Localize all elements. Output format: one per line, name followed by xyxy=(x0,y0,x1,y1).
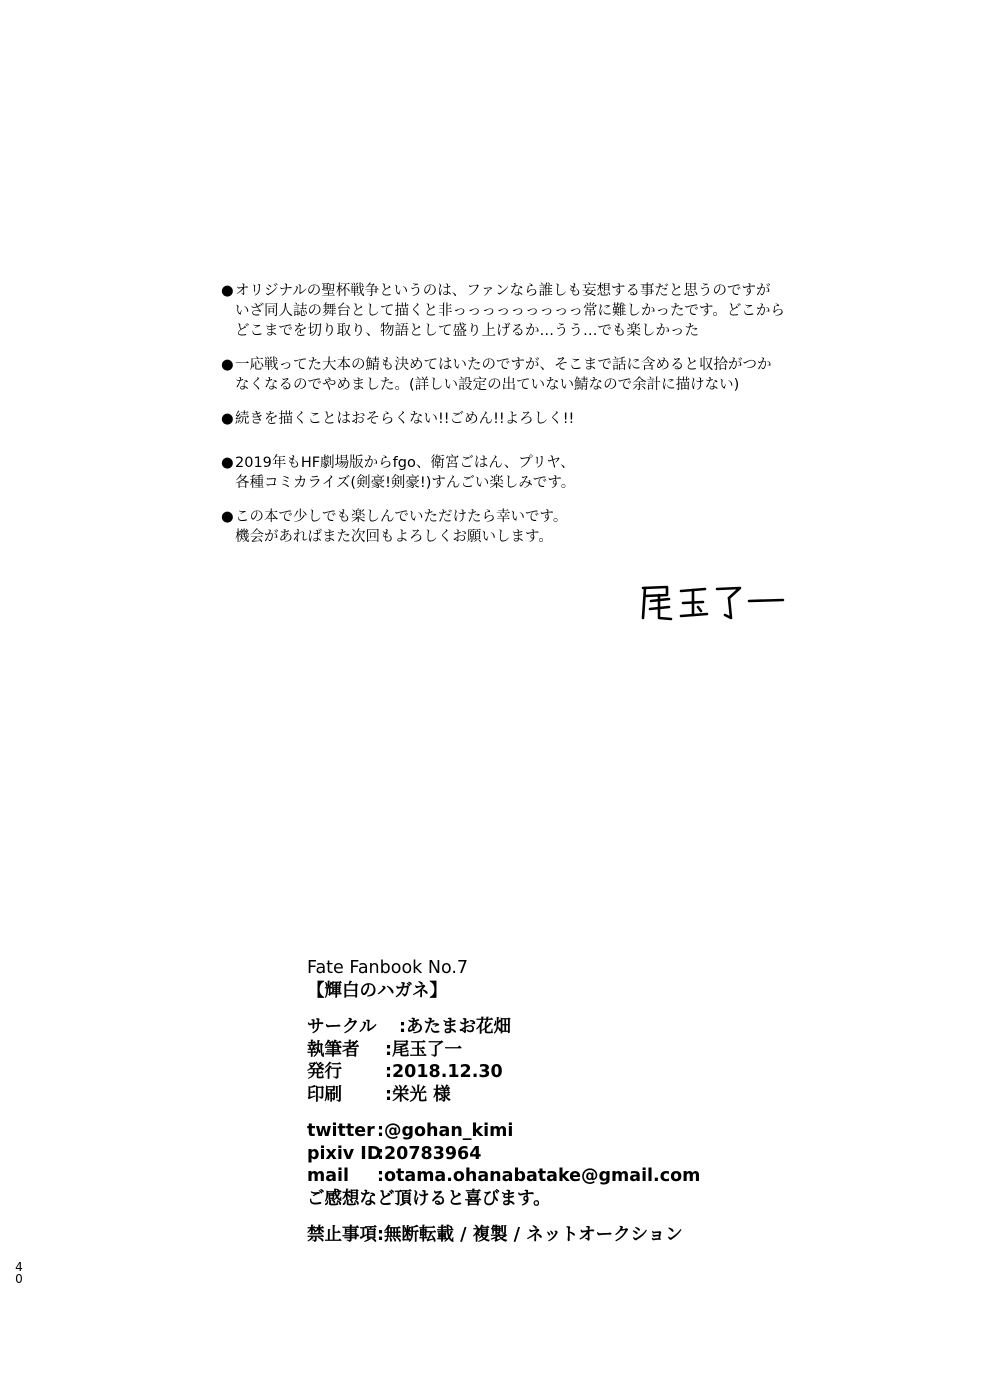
note-text: 続きを描くことはおそらくない!!ごめん!!よろしく!! xyxy=(235,411,575,427)
feedback-note: ご感想など頂けると喜びます。 xyxy=(307,1188,551,1209)
mail-value: :otama.ohanabatake@gmail.com xyxy=(377,1166,701,1186)
pixiv-value: :20783964 xyxy=(377,1143,482,1164)
twitter-label: twitter xyxy=(307,1121,375,1141)
mail-label: mail xyxy=(307,1166,350,1186)
note-text: この本で少しでも楽しんでいただけたら幸いです。 xyxy=(235,509,568,525)
printer-row xyxy=(307,1084,747,1107)
book-title-jp: 【輝白のハガネ】 xyxy=(307,980,447,1001)
prohibited-notice: 禁止事項:無断転載 / 複製 / ネットオークション xyxy=(307,1225,683,1245)
twitter-value: :@gohan_kimi xyxy=(377,1121,514,1141)
page-number-digit: 0 xyxy=(15,1272,23,1286)
note-text: 2019年もHF劇場版からfgo、衛宮ごはん、プリヤ、 xyxy=(235,455,575,471)
printer-value: :栄光 様 xyxy=(385,1084,451,1105)
pixiv-label: pixiv ID xyxy=(307,1143,382,1164)
colophon xyxy=(307,957,747,1247)
note-text: なくなるのでやめました。(詳しい設定の出ていない鯖なので余計に描けない) xyxy=(235,377,740,393)
afterword-note xyxy=(221,355,861,395)
page-number xyxy=(14,1261,24,1285)
note-text: 各種コミカライズ(剣豪!剣豪!)すんごい楽しみです。 xyxy=(235,475,576,491)
note-text: オリジナルの聖杯戦争というのは、ファンなら誰しも妄想する事だと思うのですが xyxy=(235,283,771,299)
note-text: いざ同人誌の舞台として描くと非っっっっっっっっっ常に難しかったです。どこから xyxy=(235,303,785,319)
afterword-note xyxy=(221,507,861,547)
author-label: 執筆者 xyxy=(307,1039,360,1060)
published-label: 発行 xyxy=(307,1062,342,1082)
circle-value: :あたまお花畑 xyxy=(399,1017,511,1037)
published-value: :2018.12.30 xyxy=(385,1062,503,1082)
handwritten-signature xyxy=(637,578,787,624)
note-text: どこまでを切り取り、物語として盛り上げるか…うう…でも楽しかった xyxy=(235,323,699,339)
bullet-icon: ● xyxy=(221,509,234,525)
bullet-icon: ● xyxy=(221,357,234,373)
bullet-icon: ● xyxy=(221,455,234,471)
afterword-notes xyxy=(221,281,861,561)
circle-label: サークル xyxy=(307,1017,377,1037)
bullet-icon: ● xyxy=(221,283,234,299)
page-number-digit: 4 xyxy=(15,1260,23,1274)
afterword-note xyxy=(221,409,861,429)
printer-label: 印刷 xyxy=(307,1084,342,1105)
mail-row xyxy=(307,1165,747,1188)
published-row xyxy=(307,1061,747,1084)
afterword-note xyxy=(221,453,861,493)
pixiv-row xyxy=(307,1143,747,1166)
note-text: 機会があればまた次回もよろしくお願いします。 xyxy=(235,529,553,545)
twitter-row xyxy=(307,1120,747,1143)
author-row xyxy=(307,1039,747,1062)
bullet-icon: ● xyxy=(221,411,234,427)
book-title-en: Fate Fanbook No.7 xyxy=(307,958,469,978)
author-value: :尾玉了一 xyxy=(385,1039,462,1060)
circle-row xyxy=(307,1016,747,1039)
afterword-note xyxy=(221,281,861,341)
note-text: 一応戦ってた大本の鯖も決めてはいたのですが、そこまで話に含めると収拾がつか xyxy=(235,357,772,373)
